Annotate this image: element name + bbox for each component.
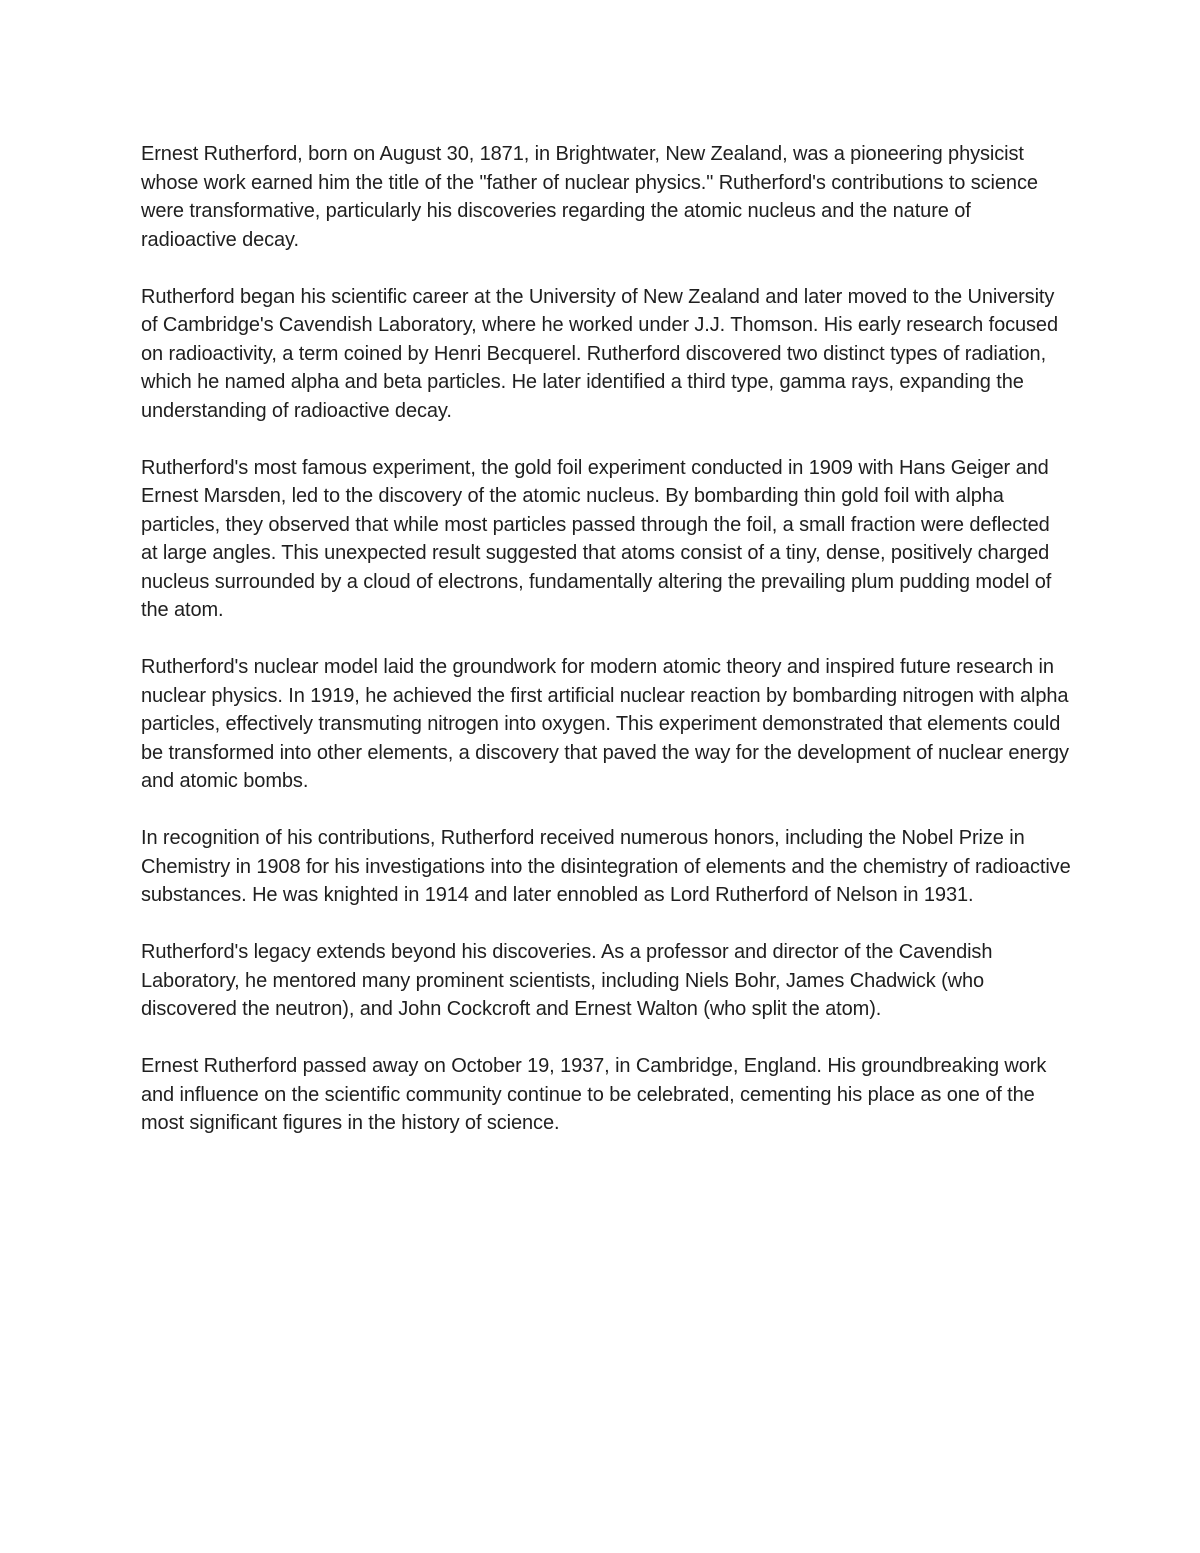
paragraph-birth-intro: Ernest Rutherford, born on August 30, 1871, in Brightwater, New Zealand, was a pioneering physicist whose work earned him the title of the "father of nuclear physics." Rutherford's contributions to science were transformative, particularly his discoveries regarding the atomic nucleus and the nature of radioactive decay. <box>141 143 1038 251</box>
paragraph-death: Ernest Rutherford passed away on October 19, 1937, in Cambridge, England. His groundbreaking work and influence on the scientific community continue to be celebrated, cementing his place as one of the most significant figures in the history of science. <box>141 1055 1047 1134</box>
paragraph-legacy: Rutherford's legacy extends beyond his discoveries. As a professor and director of the Cavendish Laboratory, he mentored many prominent scientists, including Niels Bohr, James Chadwick (who discovered the neutron), and John Cockcroft and Ernest Walton (who split the atom). <box>141 941 993 1020</box>
document-body <box>141 140 1071 1166</box>
paragraph-early-career: Rutherford began his scientific career at the University of New Zealand and later moved to the University of Cambridge's Cavendish Laboratory, where he worked under J.J. Thomson. His early research focused on radioactivity, a term coined by Henri Becquerel. Rutherford discovered two distinct types of radiation, which he named alpha and beta particles. He later identified a third type, gamma rays, expanding the understanding of radioactive decay. <box>141 285 1058 422</box>
paragraph-honors: In recognition of his contributions, Rutherford received numerous honors, including the Nobel Prize in Chemistry in 1908 for his investigations into the disintegration of elements and the chemistry of radioactive substances. He was knighted in 1914 and later ennobled as Lord Rutherford of Nelson in 1931. <box>141 827 1071 906</box>
paragraph-nuclear-model: Rutherford's nuclear model laid the groundwork for modern atomic theory and inspired future research in nuclear physics. In 1919, he achieved the first artificial nuclear reaction by bombarding nitrogen with alpha particles, effectively transmuting nitrogen into oxygen. This experiment demonstrated that elements could be transformed into other elements, a discovery that paved the way for the development of nuclear energy and atomic bombs. <box>141 656 1069 792</box>
paragraph-gold-foil: Rutherford's most famous experiment, the gold foil experiment conducted in 1909 with Hans Geiger and Ernest Marsden, led to the discovery of the atomic nucleus. By bombarding thin gold foil with alpha particles, they observed that while most particles passed through the foil, a small fraction were deflected at large angles. This unexpected result suggested that atoms consist of a tiny, dense, positively charged nucleus surrounded by a cloud of electrons, fundamentally altering the prevailing plum pudding model of the atom. <box>141 456 1052 621</box>
